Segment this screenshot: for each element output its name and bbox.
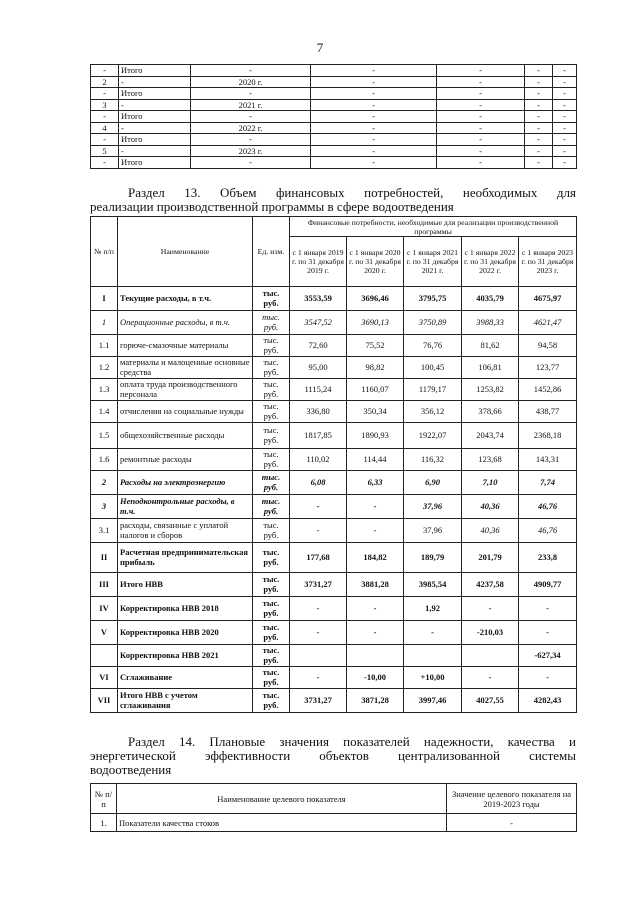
value-cell: 4621,47: [519, 311, 577, 335]
table-cell: -: [553, 88, 577, 100]
value-cell: -: [404, 621, 462, 645]
table-cell: -: [437, 111, 525, 123]
value-cell: 114,44: [347, 449, 404, 471]
indicator-table: [90, 783, 577, 832]
finance-table: [90, 216, 577, 713]
table-cell: -: [119, 122, 191, 134]
value-cell: -: [290, 519, 347, 543]
row-unit: тыс. руб.: [253, 357, 290, 379]
header-period: с 1 января 2020 г. по 31 декабря 2020 г.: [347, 237, 404, 287]
table-row: [91, 621, 577, 645]
header-value: Значение целевого показателя на 2019-2023 годы: [447, 784, 577, 814]
header-num: № п/п: [91, 784, 117, 814]
row-number: IV: [91, 597, 118, 621]
value-cell: 40,36: [462, 495, 519, 519]
table-row: [91, 645, 577, 667]
row-number: 1: [91, 311, 118, 335]
table-row: [91, 76, 577, 88]
table-cell: -: [311, 88, 437, 100]
value-cell: 2043,74: [462, 423, 519, 449]
table-cell: -: [437, 157, 525, 169]
table-cell: -: [553, 134, 577, 146]
table-cell: -: [525, 122, 553, 134]
table-cell: -: [525, 111, 553, 123]
value-cell: -: [519, 621, 577, 645]
table-cell: -: [191, 157, 311, 169]
table-row: [91, 311, 577, 335]
header-num: № п/п: [91, 217, 118, 287]
row-number: 1.5: [91, 423, 118, 449]
value-cell: 46,76: [519, 495, 577, 519]
value-cell: -: [290, 667, 347, 689]
row-name: Текущие расходы, в т.ч.: [118, 287, 253, 311]
row-unit: тыс. руб.: [253, 379, 290, 401]
row-number: 3.1: [91, 519, 118, 543]
value-cell: 3871,28: [347, 689, 404, 713]
value-cell: -: [347, 495, 404, 519]
row-number: I: [91, 287, 118, 311]
value-cell: 75,52: [347, 335, 404, 357]
table-cell: 2020 г.: [191, 76, 311, 88]
value-cell: 143,31: [519, 449, 577, 471]
table-row: [91, 423, 577, 449]
row-unit: тыс. руб.: [253, 401, 290, 423]
row-unit: тыс. руб.: [253, 335, 290, 357]
row-number: 1.1: [91, 335, 118, 357]
table-cell: -: [91, 65, 119, 77]
value-cell: 81,62: [462, 335, 519, 357]
value-cell: 438,77: [519, 401, 577, 423]
table-cell: -: [525, 134, 553, 146]
value-cell: 1,92: [404, 597, 462, 621]
table-cell: -: [119, 99, 191, 111]
value-cell: 3988,33: [462, 311, 519, 335]
value-cell: 6,90: [404, 471, 462, 495]
table-row: [91, 543, 577, 573]
value-cell: 94,58: [519, 335, 577, 357]
row-number: II: [91, 543, 118, 573]
table-cell: Итого: [119, 88, 191, 100]
table-cell: 3: [91, 99, 119, 111]
value-cell: +10,00: [404, 667, 462, 689]
row-number: [91, 645, 118, 667]
row-unit: тыс. руб.: [253, 543, 290, 573]
value-cell: 350,34: [347, 401, 404, 423]
value-cell: 7,10: [462, 471, 519, 495]
table-cell: 2022 г.: [191, 122, 311, 134]
table-cell: -: [437, 88, 525, 100]
row-name: горюче-смазочные материалы: [118, 335, 253, 357]
value-cell: -: [347, 621, 404, 645]
indicator-name: Показатели качества стоков: [117, 814, 447, 832]
table-cell: -: [91, 157, 119, 169]
table-row: [91, 401, 577, 423]
value-cell: 123,68: [462, 449, 519, 471]
table-cell: -: [437, 134, 525, 146]
row-number: V: [91, 621, 118, 645]
table-cell: -: [91, 88, 119, 100]
value-cell: 95,00: [290, 357, 347, 379]
value-cell: 336,80: [290, 401, 347, 423]
value-cell: -: [290, 597, 347, 621]
table-cell: -: [553, 145, 577, 157]
row-number: 1.4: [91, 401, 118, 423]
value-cell: 1817,85: [290, 423, 347, 449]
table-row: [91, 65, 577, 77]
value-cell: 106,81: [462, 357, 519, 379]
row-name: Корректировка НВВ 2018: [118, 597, 253, 621]
row-name: Итого НВВ: [118, 573, 253, 597]
table-cell: -: [553, 122, 577, 134]
value-cell: -: [519, 597, 577, 621]
value-cell: -: [462, 597, 519, 621]
value-cell: 4027,55: [462, 689, 519, 713]
table-row: [91, 379, 577, 401]
value-cell: 3731,27: [290, 573, 347, 597]
table-cell: -: [91, 111, 119, 123]
value-cell: 1179,17: [404, 379, 462, 401]
table-row: [91, 335, 577, 357]
row-name: материалы и малоценные основные средства: [118, 357, 253, 379]
table-cell: -: [525, 145, 553, 157]
header-group: Финансовые потребности, необходимые для реализации производственной программы: [290, 217, 577, 237]
table-row: [91, 449, 577, 471]
row-number: VII: [91, 689, 118, 713]
table-cell: -: [437, 122, 525, 134]
row-name: Расходы на электроэнергию: [118, 471, 253, 495]
value-cell: 2368,18: [519, 423, 577, 449]
value-cell: 378,66: [462, 401, 519, 423]
value-cell: -210,03: [462, 621, 519, 645]
table-cell: -: [553, 65, 577, 77]
table-cell: -: [311, 157, 437, 169]
table-row: [91, 157, 577, 169]
value-cell: 76,76: [404, 335, 462, 357]
table-row: [91, 111, 577, 123]
table-row: [91, 357, 577, 379]
table-cell: -: [311, 134, 437, 146]
value-cell: 1890,93: [347, 423, 404, 449]
table-cell: -: [437, 145, 525, 157]
value-cell: 3690,13: [347, 311, 404, 335]
row-number: 1.2: [91, 357, 118, 379]
table-cell: -: [119, 76, 191, 88]
table-row: [91, 134, 577, 146]
header-name: Наименование: [118, 217, 253, 287]
table-row: [91, 597, 577, 621]
value-cell: 233,8: [519, 543, 577, 573]
table-cell: -: [311, 65, 437, 77]
row-name: оплата труда производственного персонала: [118, 379, 253, 401]
value-cell: 110,02: [290, 449, 347, 471]
table-cell: -: [311, 145, 437, 157]
value-cell: 3553,59: [290, 287, 347, 311]
row-unit: тыс. руб.: [253, 689, 290, 713]
value-cell: 4035,79: [462, 287, 519, 311]
value-cell: 4237,58: [462, 573, 519, 597]
header-name: Наименование целевого показателя: [117, 784, 447, 814]
table-cell: -: [191, 111, 311, 123]
value-cell: 3997,46: [404, 689, 462, 713]
row-unit: тыс. руб.: [253, 311, 290, 335]
row-unit: тыс. руб.: [253, 449, 290, 471]
value-cell: 100,45: [404, 357, 462, 379]
value-cell: 3750,89: [404, 311, 462, 335]
value-cell: 1452,86: [519, 379, 577, 401]
table-cell: -: [311, 99, 437, 111]
value-cell: -: [347, 519, 404, 543]
header-unit: Ед. изм.: [253, 217, 290, 287]
row-unit: тыс. руб.: [253, 573, 290, 597]
row-name: Сглаживание: [118, 667, 253, 689]
header-period: с 1 января 2021 г. по 31 декабря 2021 г.: [404, 237, 462, 287]
value-cell: 40,36: [462, 519, 519, 543]
value-cell: [347, 645, 404, 667]
value-cell: 116,32: [404, 449, 462, 471]
row-name: Итого НВВ с учетом сглаживания: [118, 689, 253, 713]
table-cell: 2023 г.: [191, 145, 311, 157]
table-cell: -: [437, 76, 525, 88]
value-cell: 3881,28: [347, 573, 404, 597]
value-cell: 6,33: [347, 471, 404, 495]
row-number: 1.3: [91, 379, 118, 401]
table-row: [91, 88, 577, 100]
value-cell: 72,60: [290, 335, 347, 357]
value-cell: 3795,75: [404, 287, 462, 311]
row-number: III: [91, 573, 118, 597]
table-row: [91, 814, 577, 832]
row-number: 3: [91, 495, 118, 519]
row-number: 2: [91, 471, 118, 495]
value-cell: -: [519, 667, 577, 689]
value-cell: 1160,07: [347, 379, 404, 401]
row-unit: тыс. руб.: [253, 495, 290, 519]
table-row: [91, 495, 577, 519]
row-unit: тыс. руб.: [253, 667, 290, 689]
value-cell: [462, 645, 519, 667]
table-cell: -: [525, 65, 553, 77]
value-cell: 6,08: [290, 471, 347, 495]
table-row: [91, 99, 577, 111]
row-unit: тыс. руб.: [253, 519, 290, 543]
row-name: Корректировка НВВ 2021: [118, 645, 253, 667]
indicator-value: -: [447, 814, 577, 832]
section-14-heading: Раздел 14. Плановые значения показателей надежности, качества и энергетической эффективности объектов централизованной системы водоотведения: [90, 734, 576, 777]
value-cell: 201,79: [462, 543, 519, 573]
table-row: [91, 122, 577, 134]
value-cell: 1922,07: [404, 423, 462, 449]
value-cell: 37,96: [404, 519, 462, 543]
top-table: [90, 64, 577, 169]
row-unit: тыс. руб.: [253, 287, 290, 311]
table-cell: -: [553, 157, 577, 169]
value-cell: 1115,24: [290, 379, 347, 401]
value-cell: 4282,43: [519, 689, 577, 713]
value-cell: 98,82: [347, 357, 404, 379]
table-cell: -: [311, 76, 437, 88]
row-name: Неподконтрольные расходы, в т.ч.: [118, 495, 253, 519]
value-cell: 46,76: [519, 519, 577, 543]
value-cell: -: [290, 495, 347, 519]
row-unit: тыс. руб.: [253, 423, 290, 449]
row-name: ремонтные расходы: [118, 449, 253, 471]
value-cell: [404, 645, 462, 667]
value-cell: 1253,82: [462, 379, 519, 401]
table-row: [91, 287, 577, 311]
section-13-heading: Раздел 13. Объем финансовых потребностей, необходимых для реализации производственной программы в сфере водоотведения: [90, 185, 576, 214]
table-cell: -: [91, 134, 119, 146]
table-cell: -: [191, 65, 311, 77]
table-row: [91, 145, 577, 157]
value-cell: 123,77: [519, 357, 577, 379]
table-cell: -: [191, 88, 311, 100]
table-cell: -: [553, 99, 577, 111]
value-cell: 4675,97: [519, 287, 577, 311]
value-cell: 3731,27: [290, 689, 347, 713]
header-period: с 1 января 2019 г. по 31 декабря 2019 г.: [290, 237, 347, 287]
table-cell: -: [191, 134, 311, 146]
indicator-num: 1.: [91, 814, 117, 832]
table-row: [91, 519, 577, 543]
table-cell: 4: [91, 122, 119, 134]
row-name: расходы, связанные с уплатой налогов и сборов: [118, 519, 253, 543]
row-unit: тыс. руб.: [253, 471, 290, 495]
row-unit: тыс. руб.: [253, 621, 290, 645]
value-cell: 7,74: [519, 471, 577, 495]
value-cell: 3696,46: [347, 287, 404, 311]
table-cell: Итого: [119, 65, 191, 77]
table-row: [91, 667, 577, 689]
table-cell: -: [437, 99, 525, 111]
value-cell: 4909,77: [519, 573, 577, 597]
value-cell: -: [462, 667, 519, 689]
row-name: Операционные расходы, в т.ч.: [118, 311, 253, 335]
table-cell: 5: [91, 145, 119, 157]
table-cell: -: [553, 111, 577, 123]
table-cell: -: [525, 99, 553, 111]
table-cell: 2021 г.: [191, 99, 311, 111]
value-cell: 3547,52: [290, 311, 347, 335]
row-name: общехозяйственные расходы: [118, 423, 253, 449]
table-cell: -: [311, 111, 437, 123]
header-period: с 1 января 2022 г. по 31 декабря 2022 г.: [462, 237, 519, 287]
value-cell: -10,00: [347, 667, 404, 689]
table-cell: Итого: [119, 111, 191, 123]
table-row: [91, 689, 577, 713]
table-cell: -: [525, 76, 553, 88]
table-cell: Итого: [119, 157, 191, 169]
page-number: 7: [316, 40, 324, 55]
table-cell: -: [525, 88, 553, 100]
header-period: с 1 января 2023 г. по 31 декабря 2023 г.: [519, 237, 577, 287]
value-cell: -: [347, 597, 404, 621]
row-unit: тыс. руб.: [253, 597, 290, 621]
row-unit: тыс. руб.: [253, 645, 290, 667]
table-cell: -: [525, 157, 553, 169]
value-cell: 184,82: [347, 543, 404, 573]
table-cell: -: [311, 122, 437, 134]
table-row: [91, 471, 577, 495]
value-cell: 177,68: [290, 543, 347, 573]
value-cell: 356,12: [404, 401, 462, 423]
row-name: Расчетная предпринимательская прибыль: [118, 543, 253, 573]
table-row: [91, 573, 577, 597]
row-name: отчисления на социальные нужды: [118, 401, 253, 423]
table-cell: -: [119, 145, 191, 157]
value-cell: 37,96: [404, 495, 462, 519]
value-cell: 3985,54: [404, 573, 462, 597]
value-cell: -: [290, 621, 347, 645]
row-name: Корректировка НВВ 2020: [118, 621, 253, 645]
value-cell: 189,79: [404, 543, 462, 573]
table-cell: -: [437, 65, 525, 77]
row-number: 1.6: [91, 449, 118, 471]
table-cell: 2: [91, 76, 119, 88]
table-cell: Итого: [119, 134, 191, 146]
value-cell: [290, 645, 347, 667]
row-number: VI: [91, 667, 118, 689]
table-cell: -: [553, 76, 577, 88]
value-cell: -627,34: [519, 645, 577, 667]
